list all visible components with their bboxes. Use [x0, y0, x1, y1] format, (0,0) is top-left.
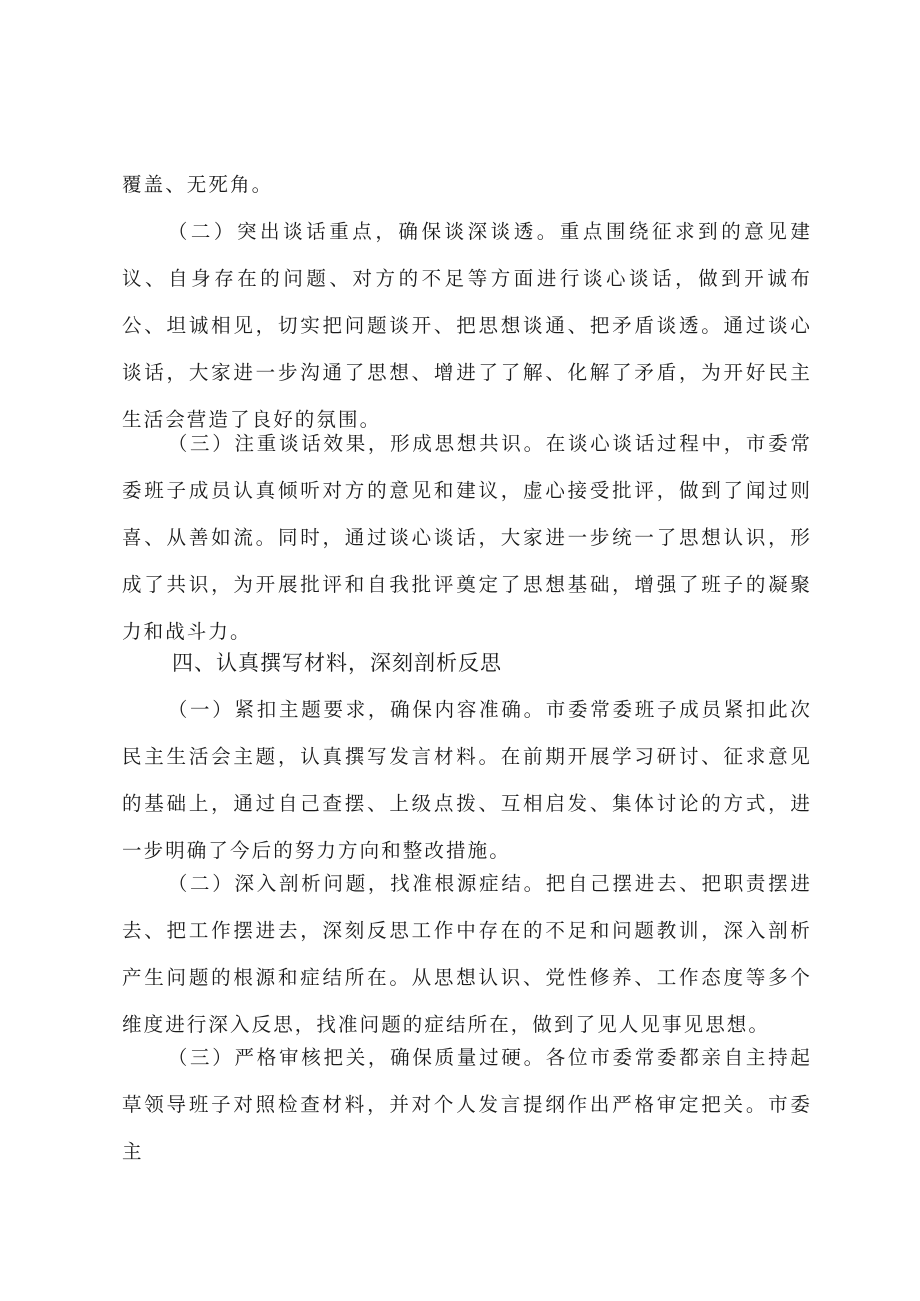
section4-heading: 四、认真撰写材料，深刻剖析反思 — [172, 651, 502, 675]
paragraph-section3-item2: （二）突出谈话重点，确保谈深谈透。重点围绕征求到的意见建议、自身存在的问题、对方的不足等方面进行谈心谈话，做到开诚布公、坦诚相见，切实把问题谈开、把思想谈通、把矛盾谈透。通过谈心谈话，大家进一步沟通了思想、增进了了解、化解了矛盾，为开好民主生活会营造了良好的氛围。 — [122, 220, 812, 431]
paragraph-section4-item1: （一）紧扣主题要求，确保内容准确。市委常委班子成员紧扣此次民主生活会主题，认真撰写发言材料。在前期开展学习研讨、征求意见的基础上，通过自己查摆、上级点拨、互相启发、集体讨论的方式，进一步明确了今后的努力方向和整改措施。 — [122, 698, 812, 862]
paragraph-section4-item2: （二）深入剖析问题，找准根源症结。把自己摆进去、把职责摆进去、把工作摆进去，深刻反思工作中存在的不足和问题教训，深入剖析产生问题的根源和症结所在。从思想认识、党性修养、工作态度等多个维度进行深入反思，找准问题的症结所在，做到了见人见事见思想。 — [122, 872, 812, 1036]
paragraph-continuation: 覆盖、无死角。 — [122, 173, 274, 196]
paragraph-section4-item3: （三）严格审核把关，确保质量过硬。各位市委常委都亲自主持起草领导班子对照检查材料，并对个人发言提纲作出严格审定把关。市委主 — [122, 1046, 812, 1163]
paragraph-section3-item3: （三）注重谈话效果，形成思想共识。在谈心谈话过程中，市委常委班子成员认真倾听对方的意见和建议，虚心接受批评，做到了闻过则喜、从善如流。同时，通过谈心谈话，大家进一步统一了思想认识，形成了共识，为开展批评和自我批评奠定了思想基础，增强了班子的凝聚力和战斗力。 — [122, 432, 812, 643]
